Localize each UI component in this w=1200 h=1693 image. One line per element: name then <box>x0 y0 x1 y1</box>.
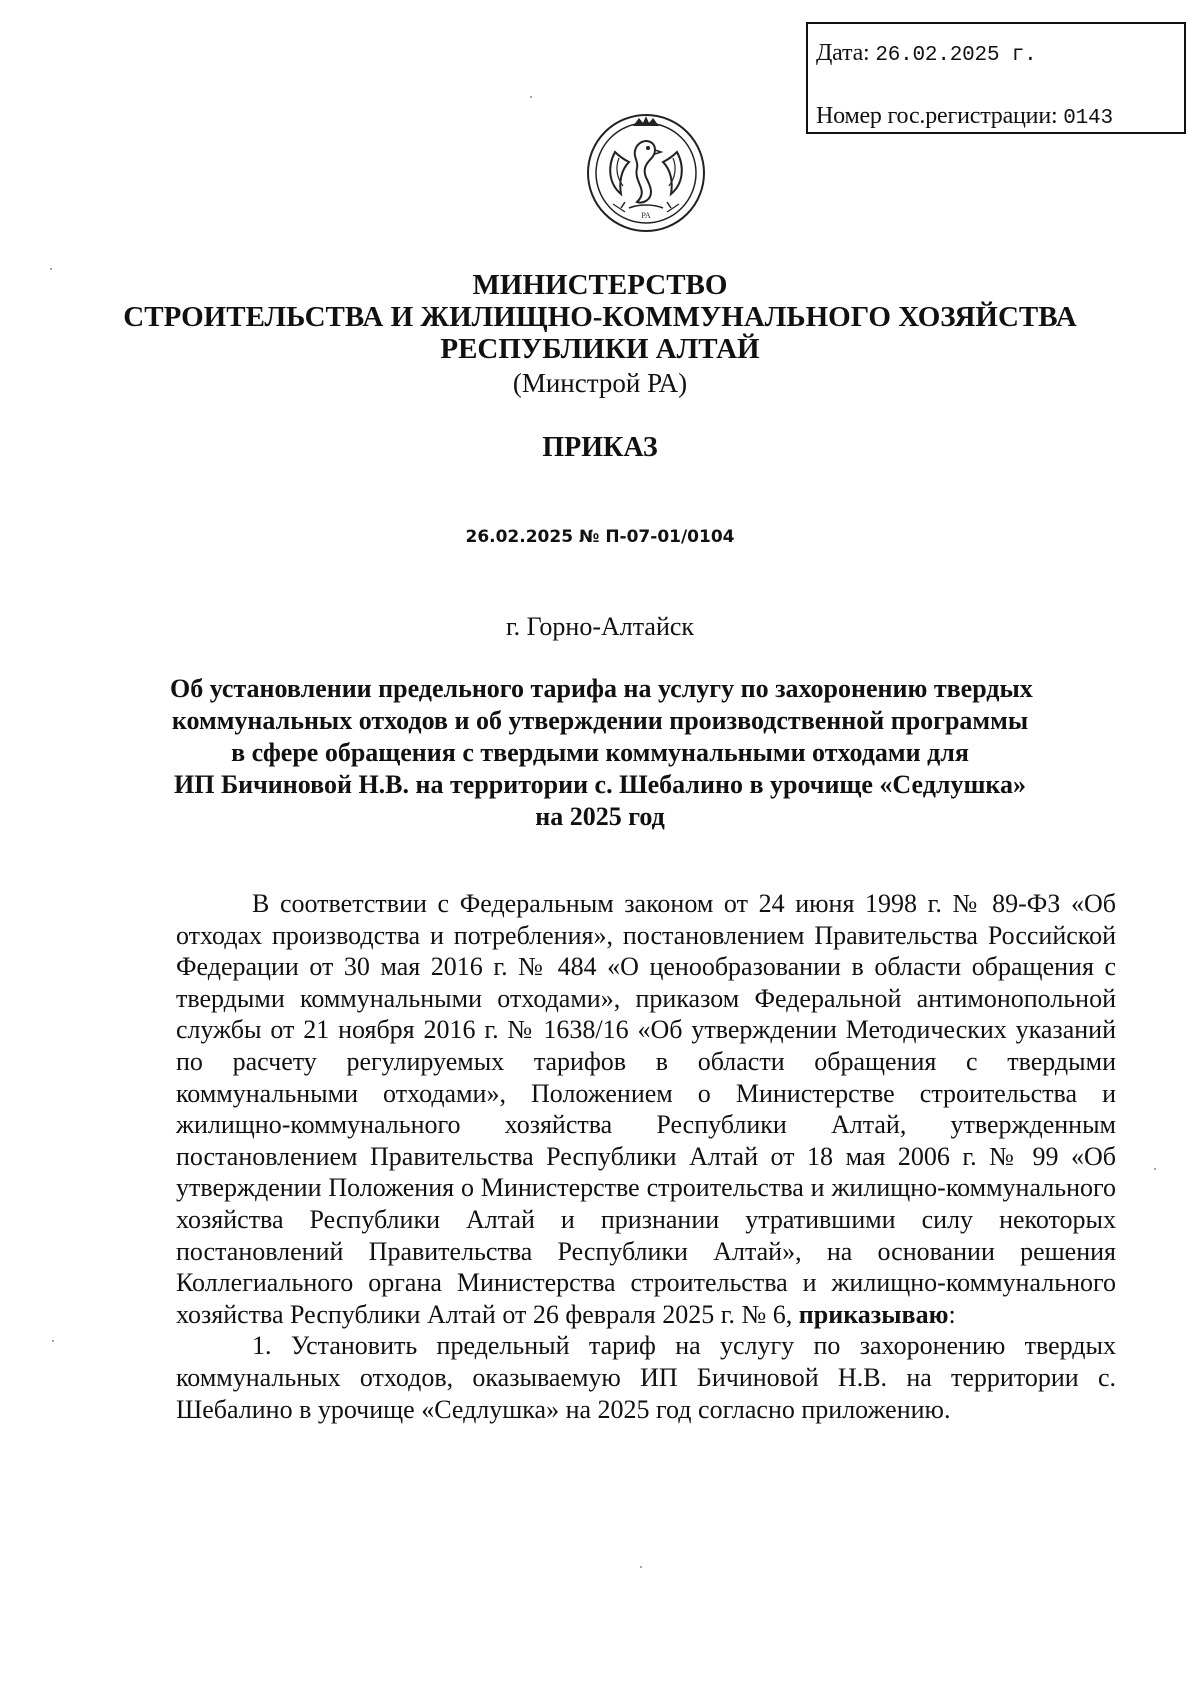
title-line: коммунальных отходов и об утверждении производственной программы <box>171 706 1029 735</box>
document-type: ПРИКАЗ <box>542 432 658 463</box>
scan-speck <box>530 96 532 98</box>
registration-date-value: 26.02.2025 г. <box>875 44 1037 67</box>
registration-stamp-box <box>806 22 1186 134</box>
ministry-heading-line3: РЕСПУБЛИКИ АЛТАЙ <box>440 333 760 365</box>
preamble-colon: : <box>948 1299 956 1329</box>
registration-number-line <box>816 104 1184 129</box>
title-line: Об установлении предельного тарифа на услугу по захоронению твердых <box>170 674 1033 703</box>
title-line: ИП Бичиновой Н.В. на территории с. Шебалино в урочище «Седлушка» <box>174 770 1026 799</box>
scan-speck <box>1154 1168 1156 1170</box>
registration-date-line <box>816 41 1184 66</box>
registration-number-label: Номер гос.регистрации: <box>816 103 1058 129</box>
order-item-1-text: Установить предельный тариф на услугу по захоронению твердых коммунальных отходов, оказываемую ИП Бичиновой Н.В. на территории с. Шебалино в урочище «Седлушка» на 2025 год согласно приложению. <box>176 1331 1117 1424</box>
ministry-heading-line1: МИНИСТЕРСТВО <box>472 269 728 301</box>
document-title <box>170 673 1033 833</box>
title-line: на 2025 год <box>535 802 665 831</box>
emblem-caption: РА <box>641 211 651 220</box>
title-line: в сфере обращения с твердыми коммунальными отходами для <box>231 738 969 767</box>
city-name: г. Горно-Алтайск <box>505 612 695 641</box>
scan-speck <box>50 268 52 270</box>
preamble-paragraph <box>176 888 1116 1330</box>
order-item-1 <box>176 1330 1116 1425</box>
scan-speck <box>640 1566 642 1568</box>
preamble-text: В соответствии с Федеральным законом от 24 июня 1998 г. № 89-ФЗ «Об отходах производства и потребления», постановлением Правительства Российской Федерации от 30 мая 2016 г. № 484 «О ценообразовании в области обращения с твердыми коммунальными отходами», приказом Федеральной антимонопольной службы от 21 ноября 2016 г. № 1638/16 «Об утверждении Методических указаний по расчету регулируемых тарифов в области обращения с твердыми коммунальными отходами», Положением о Министерстве строительства и жилищно-коммунального хозяйства Республики Алтай, утвержденным постановлением Правительства Республики Алтай от 18 мая 2006 г. № 99 «Об утверждении Положения о Министерстве строительства и жилищно-коммунального хозяйства Республики Алтай и признании утратившими силу некоторых постановлений Правительства Республики Алтай», на основании решения Коллегиального органа Министерства строительства и жилищно-коммунального хозяйства Республики Алтай от 26 февраля 2025 г. № 6, <box>176 889 1116 1329</box>
ministry-heading-line2: СТРОИТЕЛЬСТВА И ЖИЛИЩНО-КОММУНАЛЬНОГО ХОЗЯЙСТВА <box>123 301 1077 333</box>
order-item-1-number: 1. <box>252 1331 272 1361</box>
scan-speck <box>52 1340 54 1342</box>
order-verb: приказываю <box>798 1299 949 1329</box>
coat-of-arms-icon <box>585 112 707 234</box>
registration-date-label: Дата: <box>816 40 870 66</box>
order-number: 26.02.2025 № П-07-01/0104 <box>465 527 735 547</box>
registration-number-value: 0143 <box>1063 107 1113 130</box>
ministry-short-name: (Минстрой РА) <box>512 368 688 398</box>
document-body <box>176 888 1116 1425</box>
